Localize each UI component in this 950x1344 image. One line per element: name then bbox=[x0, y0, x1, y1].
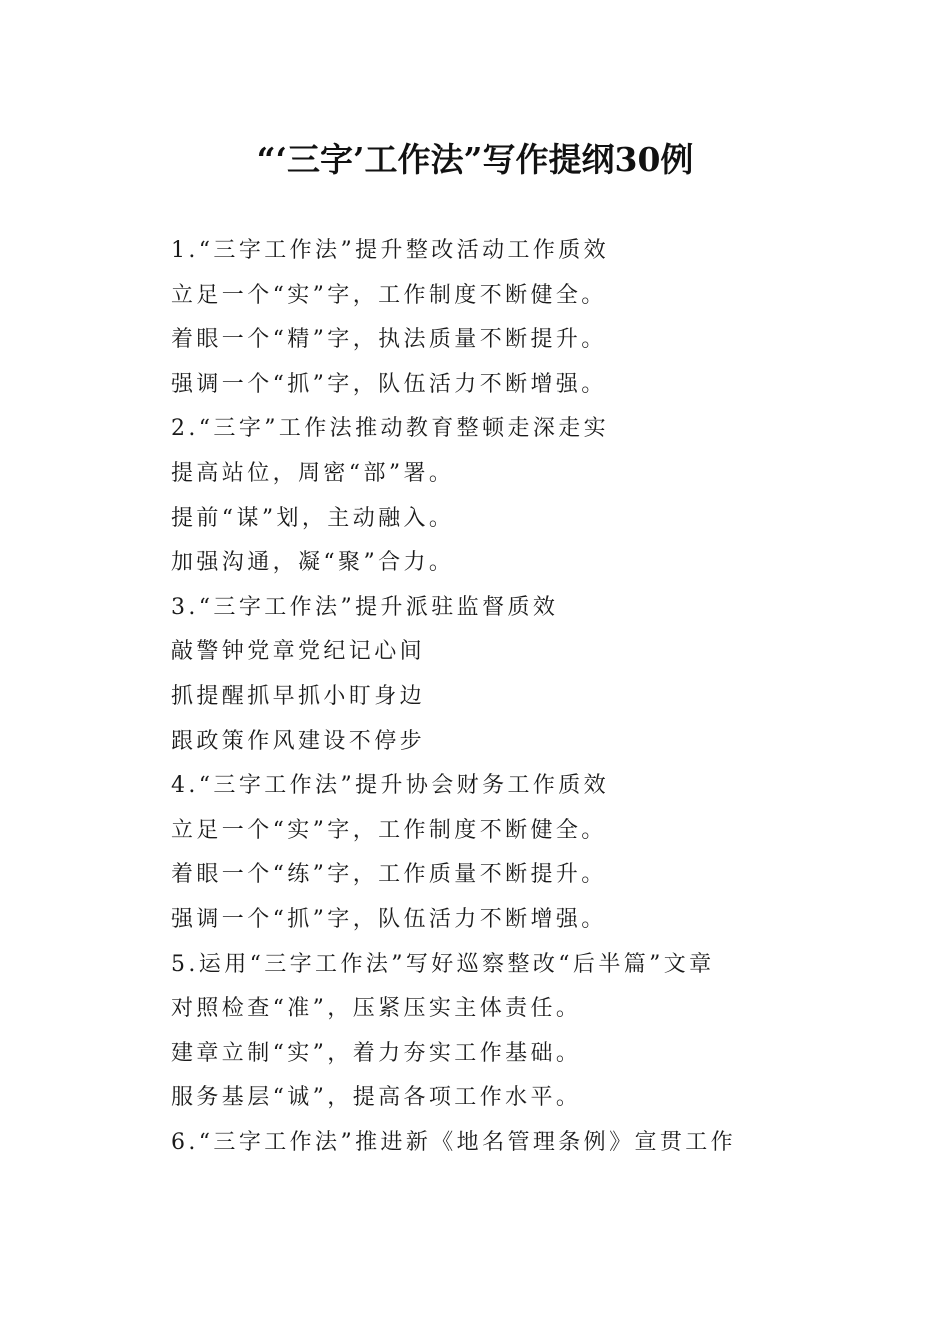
document-body bbox=[171, 229, 811, 1165]
body-line: 强调一个“抓”字，队伍活力不断增强。 bbox=[171, 371, 607, 397]
body-line: 跟政策作风建设不停步 bbox=[171, 728, 426, 754]
body-line: 4.“三字工作法”提升协会财务工作质效 bbox=[171, 773, 610, 799]
body-line: 2.“三字”工作法推动教育整顿走深走实 bbox=[171, 416, 610, 442]
body-line: 对照检查“准”，压紧压实主体责任。 bbox=[171, 996, 582, 1022]
body-line: 5.运用“三字工作法”写好巡察整改“后半篇”文章 bbox=[171, 951, 715, 977]
document-title: “‘三字’工作法”写作提纲30例 bbox=[256, 140, 694, 179]
body-line: 提高站位，周密“部”署。 bbox=[171, 460, 455, 486]
body-line: 强调一个“抓”字，队伍活力不断增强。 bbox=[171, 906, 607, 932]
body-line: 敲警钟党章党纪记心间 bbox=[171, 639, 426, 665]
body-line: 建章立制“实”，着力夯实工作基础。 bbox=[171, 1040, 582, 1066]
body-line: 1.“三字工作法”提升整改活动工作质效 bbox=[171, 238, 610, 263]
body-line: 3.“三字工作法”提升派驻监督质效 bbox=[171, 594, 559, 620]
body-line: 服务基层“诚”，提高各项工作水平。 bbox=[171, 1085, 582, 1111]
body-line: 加强沟通，凝“聚”合力。 bbox=[171, 550, 455, 576]
body-line: 提前“谋”划，主动融入。 bbox=[171, 505, 455, 531]
body-line: 立足一个“实”字，工作制度不断健全。 bbox=[171, 817, 607, 843]
body-line: 抓提醒抓早抓小盯身边 bbox=[171, 683, 426, 709]
body-line: 着眼一个“练”字，工作质量不断提升。 bbox=[171, 862, 607, 888]
body-line: 着眼一个“精”字，执法质量不断提升。 bbox=[171, 327, 607, 353]
body-line: 6.“三字工作法”推进新《地名管理条例》宣贯工作 bbox=[171, 1129, 737, 1155]
body-line: 立足一个“实”字，工作制度不断健全。 bbox=[171, 282, 607, 308]
